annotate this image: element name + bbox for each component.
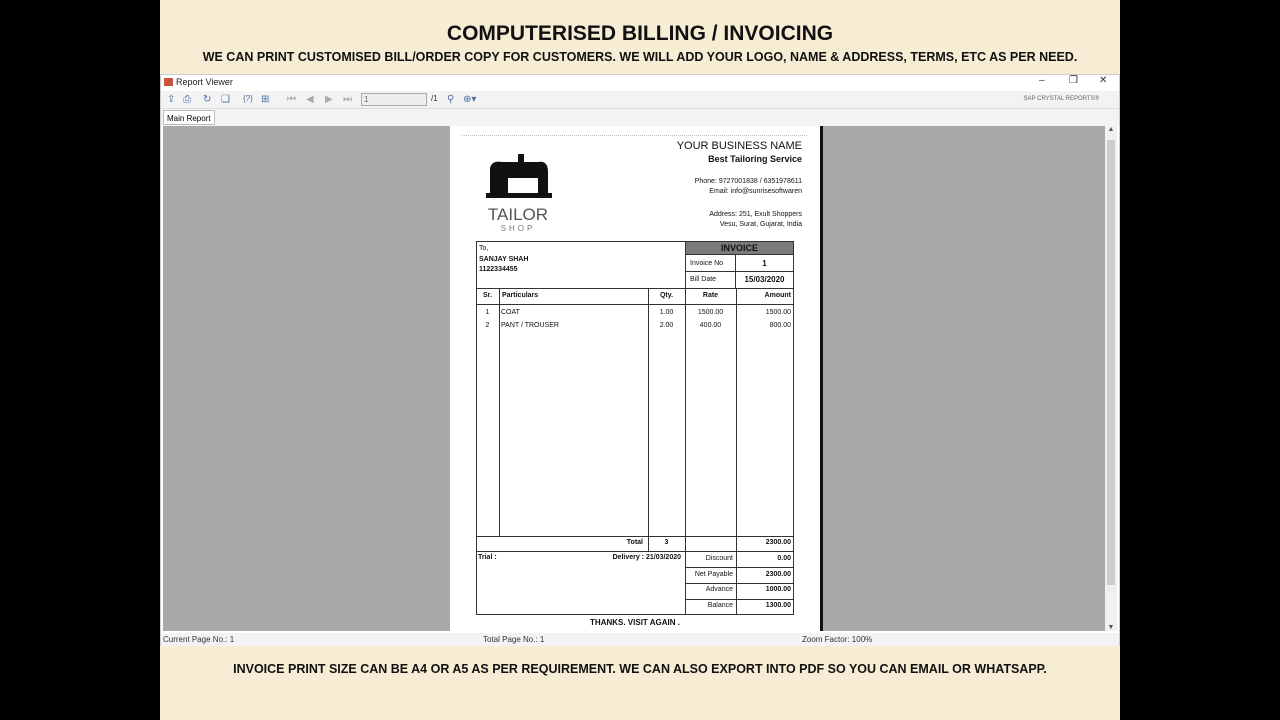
advance-label: Advance xyxy=(705,586,733,593)
total-label: Total xyxy=(626,539,643,546)
item-rate: 1500.00 xyxy=(697,309,724,316)
col-qty: Qty. xyxy=(659,292,674,299)
status-bar xyxy=(161,633,1119,646)
last-page-icon[interactable]: ⏭ xyxy=(343,94,352,105)
thanks-note: THANKS. VISIT AGAIN . xyxy=(590,618,680,627)
item-qty: 2.00 xyxy=(659,322,674,329)
address-line-2: Vesu, Surat, Gujarat, India xyxy=(719,221,802,228)
business-name: YOUR BUSINESS NAME xyxy=(676,140,802,152)
find-icon[interactable]: ⚲ xyxy=(447,94,455,105)
item-qty: 1.00 xyxy=(659,309,674,316)
col-particulars: Particulars xyxy=(502,292,539,299)
customer-phone: 1122334455 xyxy=(479,266,518,273)
window-title: Report Viewer xyxy=(176,77,233,87)
invoice-page xyxy=(450,126,823,631)
current-page-status: Current Page No.: 1 xyxy=(163,635,235,644)
minimize-button[interactable]: – xyxy=(1039,75,1045,86)
invoice-no-label: Invoice No xyxy=(690,260,724,267)
net-payable-value: 2300.00 xyxy=(765,571,791,578)
banner-footer: INVOICE PRINT SIZE CAN BE A4 OR A5 AS PER REQUIREMENT. WE CAN ALSO EXPORT INTO PDF SO YOU CAN EMAIL OR WHATSAPP. xyxy=(233,662,1047,676)
net-payable-label: Net Payable xyxy=(694,571,733,578)
col-sr: Sr. xyxy=(483,292,492,299)
total-qty: 3 xyxy=(664,539,669,546)
parameters-icon[interactable]: {?} xyxy=(243,94,253,103)
discount-label: Discount xyxy=(705,555,733,562)
print-icon[interactable]: ⎙ xyxy=(183,94,191,105)
first-page-icon[interactable]: ⏮ xyxy=(287,94,296,105)
page-total: /1 xyxy=(431,94,438,103)
tab-main-report[interactable]: Main Report xyxy=(163,110,215,125)
col-rate: Rate xyxy=(702,292,719,299)
banner-title: COMPUTERISED BILLING / INVOICING xyxy=(446,22,834,45)
customer-name: SANJAY SHAH xyxy=(479,256,529,263)
delivery-date: Delivery : 21/03/2020 xyxy=(612,554,681,561)
invoice-heading: INVOICE xyxy=(720,243,758,253)
zoom-icon[interactable]: ⊕▾ xyxy=(463,94,477,105)
sap-brand: SAP CRYSTAL REPORTS® xyxy=(1023,96,1099,102)
phone: Phone: 9727001838 / 6351978611 xyxy=(694,178,802,185)
item-name: COAT xyxy=(501,309,520,316)
to-label: To, xyxy=(479,245,489,252)
report-canvas xyxy=(163,126,1107,631)
banner-subtitle: WE CAN PRINT CUSTOMISED BILL/ORDER COPY FOR CUSTOMERS. WE WILL ADD YOUR LOGO, NAME & ADDRESS, TERMS, ETC AS PER NEED. xyxy=(202,50,1078,64)
scroll-up-icon[interactable]: ▲ xyxy=(1107,126,1115,133)
item-rate: 400.00 xyxy=(699,322,722,329)
bill-date-label: Bill Date xyxy=(690,276,717,283)
next-page-icon[interactable]: ▶ xyxy=(325,94,333,105)
total-amount: 2300.00 xyxy=(765,539,791,546)
item-sr: 2 xyxy=(485,322,490,329)
export-icon[interactable]: ⇪ xyxy=(167,94,176,105)
item-sr: 1 xyxy=(485,309,490,316)
prev-page-icon[interactable]: ◀ xyxy=(306,94,314,105)
group-tree-icon[interactable]: ⊞ xyxy=(261,94,270,105)
bill-date: 15/03/2020 xyxy=(744,275,785,284)
vertical-scrollbar[interactable] xyxy=(1105,126,1117,631)
close-button[interactable]: ✕ xyxy=(1099,75,1108,86)
zoom-factor-status: Zoom Factor: 100% xyxy=(802,635,873,644)
report-viewer-window xyxy=(160,74,1120,646)
discount-value: 0.00 xyxy=(777,555,791,562)
balance-value: 1300.00 xyxy=(765,602,791,609)
item-amount: 1500.00 xyxy=(765,309,791,316)
copy-icon[interactable]: ❏ xyxy=(221,94,230,105)
email: Email: info@sunrisesoftwaren xyxy=(709,188,802,195)
page-number-input[interactable] xyxy=(361,93,427,106)
item-name: PANT / TROUSER xyxy=(501,322,559,329)
toolbar xyxy=(161,91,1119,109)
address-line-1: Address: 251, Exult Shoppers xyxy=(709,211,802,218)
svg-text:SHOP: SHOP xyxy=(500,224,536,233)
scroll-down-icon[interactable]: ▼ xyxy=(1107,624,1115,631)
item-amount: 800.00 xyxy=(769,322,791,329)
maximize-button[interactable]: ❐ xyxy=(1069,75,1078,86)
invoice-no: 1 xyxy=(762,259,767,268)
svg-text:TAILOR: TAILOR xyxy=(487,205,549,224)
trial-label: Trial : xyxy=(478,554,497,561)
tailor-shop-logo xyxy=(478,148,558,233)
tab-bar xyxy=(161,109,1119,126)
col-amount: Amount xyxy=(764,292,791,299)
refresh-icon[interactable]: ↻ xyxy=(203,94,212,105)
business-tagline: Best Tailoring Service xyxy=(708,154,802,164)
app-icon xyxy=(164,78,173,86)
advance-value: 1000.00 xyxy=(765,586,791,593)
scroll-thumb[interactable] xyxy=(1107,140,1115,585)
total-page-status: Total Page No.: 1 xyxy=(483,635,545,644)
title-bar xyxy=(161,75,1119,91)
balance-label: Balance xyxy=(707,602,733,609)
